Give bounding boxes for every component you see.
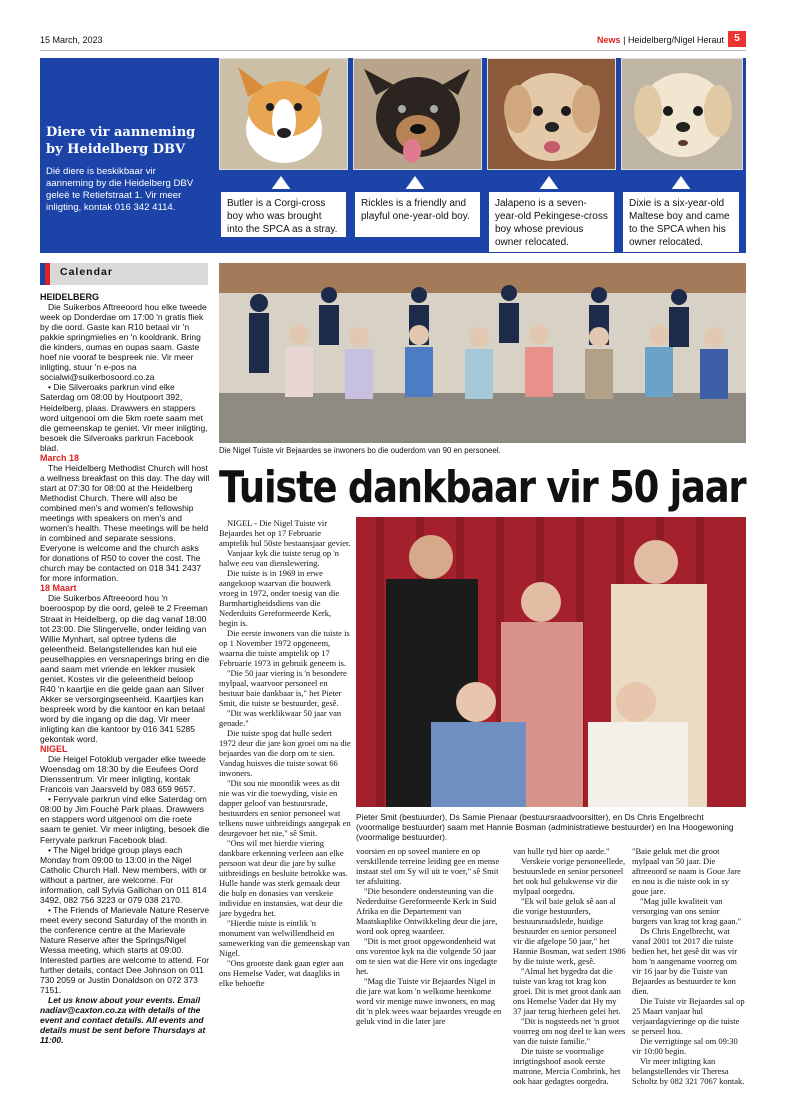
article-paragraph: "Ons grootste dank gaan egter aan ons Hemelse Vader, wat daagliks in elke behoefte	[219, 958, 344, 988]
article-paragraph: "Hierdie tuiste is eintlik 'n monument van welwillendheid en samewerking van die gemeenskap van Nigel.	[219, 918, 350, 958]
listing: Die Suikerbos Aftreeoord hou 'n boeroospop by die oord, geleë te 2 Freeman Straat in Heidelberg, op die dag vanaf 18:00 tot 23:00. Die Slingervelle, onder leiding van Willie Mynhart, sal optree tydens die geleentheid. Belangstellendes kan hul eie peuselhappies en versnaperings bring en die aand saam met vriende en lekker musiek geniet. Kostes vir die geleentheid beloop R40 'n kaartjie en die gelde gaan aan Silver Akker se versorgingseenheid. Kaartjies kan bespreek word by die kantoor en kan betaal word by die ingang op die dag. Vir meer inligting kan die kantoor by 016 341 5285 gekontak word.	[40, 593, 210, 745]
dog-gallery	[209, 58, 746, 253]
article-paragraph: "Ons wil met hierdie viering dankbare erkenning verleen aan elke persoon wat deur die jare by sulke uitbreidings en besluite betrokke was. Hulle hande was sterk gemaak deur die hulp en donasies van verskeie individue en instansies, wat deur die jare bygedra het.	[219, 838, 348, 918]
article-paragraph: "Mag julle kwaliteit van versorging van ons senior burgers van krag tot krag gaan."	[632, 896, 742, 926]
article-paragraph: "Dit is nogsteeds net 'n groot voorreg om nog deel te kan wees van die tuiste familie."	[513, 1016, 626, 1046]
article-column-3	[513, 846, 626, 1086]
article-paragraph: "Dit is met groot opgewondenheid wat ons vorentoe kyk na die volgende 50 jaar om te sien wat die Here vir ons ingedagte het.	[356, 936, 498, 976]
dog-caption-rickles: Rickles is a friendly and playful one-year-old boy.	[355, 189, 480, 237]
spca-title: Diere vir aanneming by Heidelberg DBV	[46, 125, 196, 157]
article-paragraph: Vir meer inligting kan belangstellendes vir Theresa Scholtz by 082 321 7067 kontak.	[632, 1056, 745, 1086]
separator: |	[623, 35, 626, 45]
dog-caption-jalapeno: Jalapeno is a seven-year-old Pekingese-cross boy whose previous owner relocated.	[489, 189, 614, 252]
listing: • The Friends of Marievale Nature Reserve meet every second Saturday of the month in the conference centre at the Marievale Nature Reserve after the Springs/Nigel Wessa meeting, which starts at 09:00. Interested parties are welcome to attend. For further details, contact Dee Johnson on 011 730 2059 or Justin Donaldson on 072 373 7151.	[40, 904, 210, 996]
listing: • Ferryvale parkrun vind elke Saterdag om 08:00 by Jim Fouché Park plaas. Drawwers en stappers word uitgenooi om die roete saam te geniet. Vir meer inligting, besoek die Ferryvale parkrun Facebook blad.	[40, 794, 210, 845]
article-paragraph: "Die 50 jaar viering is 'n besondere mylpaal, waarvoor personeel en bestuur baie dankbaar is," het Pieter Smit, die tuiste se bestuurder, gesê.	[219, 668, 347, 708]
heading-march-18: March 18	[40, 452, 80, 463]
heading-nigel: NIGEL	[40, 744, 68, 755]
article-headline: Tuiste dankbaar vir 50 jaar	[219, 462, 746, 513]
article-column-2	[356, 846, 504, 1026]
calendar-listings	[40, 292, 210, 1046]
listing: • The Nigel bridge group plays each Monday from 09:00 to 13:00 in the Nigel Catholic Church Hall. New members, with or without a partner, are welcome. For information, call Sylvia Gallichan on 011 814 3492, 082 756 3223 or 079 038 2170.	[40, 844, 207, 905]
article-column-1	[219, 518, 351, 988]
article-paragraph: Die verrigtinge sal om 09:30 vir 10:00 begin.	[632, 1036, 738, 1056]
page-number: 5	[728, 31, 746, 47]
spca-adoption-box	[40, 58, 209, 253]
calendar-header-accent	[45, 263, 50, 285]
section-label	[597, 35, 724, 45]
heading-heidelberg: HEIDELBERG	[40, 292, 100, 302]
section-name: News	[597, 35, 621, 45]
caption-pointer	[671, 176, 691, 190]
heading-18-maart: 18 Maart	[40, 583, 77, 594]
group-photo	[219, 263, 746, 443]
article-paragraph: "Dit sou nie moontlik wees as dit nie was vir die toewyding, visie en dapper geloof van bestuursrade, bestuurders en senior personeel wat telkens nuwe uitbreidings aangepak en deurgevoer het nie," sê Smit.	[219, 778, 351, 838]
article-paragraph: "Dit was werklikwaar 50 jaar van genade."	[219, 708, 342, 728]
listing: Die Suikerbos Aftreeoord hou elke tweede week op Donderdae om 17:00 'n gratis fliek by die oord. Gaste kan R10 betaal vir 'n pakkie springmielies en 'n kooldrank. Bring die kinders, oumas en oupas saam. Gaste hoef nie vooraf te bespreek nie. Vir meer inligting, stuur 'n e-pos na socialwi@suikerbosoord.co.za	[40, 302, 207, 383]
article-paragraph: Die Tuiste vir Bejaardes sal op 25 Maart vanjaar hul verjaardagvieringe op die tuiste se perseel hou.	[632, 996, 745, 1036]
article-paragraph: Die tuiste is in 1969 in erwe aangekoop waarvan die bouwerk vroeg in 1972, onder toesig van die Barmhartigheidsdiens van die Nederduits Gereformeerde Kerk, begin is.	[219, 568, 340, 628]
listing: • Die Silveroaks parkrun vind elke Saterdag om 08:00 by Houtpoort 392, Heidelberg, plaas. Drawwers en stappers word uitgenooi om die 5km roete saam met die gemeenskap te geniet. Vir meer inligting, besoek die Silveroaks parkrun Facebook blad.	[40, 382, 208, 453]
listing: Die Heigel Fotoklub vergader elke tweede Woensdag om 18:30 by die Eeufees Oord Dienssentrum. Vir meer inligting, kontak Francois van Jaarsveld by 083 659 9657.	[40, 754, 206, 795]
calendar-footer: Let us know about your events. Email nadiav@caxton.co.za with details of the event and contact details. All events and details must be sent before Thursdays at 11:00.	[40, 995, 206, 1046]
dog-caption-dixie: Dixie is a six-year-old Maltese boy and came to the SPCA when his owner relocated.	[623, 189, 739, 252]
article-paragraph: Die eerste inwoners van die tuiste is op 1 November 1972 opgeneem, waarna die tuiste amptelik op 17 Februarie 1973 in gebruik geneem is.	[219, 628, 350, 668]
caption-pointer	[271, 176, 291, 190]
dog-photo-dixie	[621, 58, 743, 170]
article-paragraph: van hulle tyd hier op aarde."	[513, 846, 610, 856]
header-divider	[40, 50, 746, 51]
article-paragraph: "Ek wil baie geluk sê aan al die vorige bestuurders, bestuursraadslede, huidige bestuurder en senior personeel vir die afgelope 50 jaar," het Hannie Bosman, wat sedert 1986 by die tuiste werk, gesê.	[513, 896, 626, 966]
spca-body: Dié diere is beskikbaar vir aanneming by die Heidelberg DBV geleë te Retiefstraat 1. Vir meer inligting, kontak 016 342 4114.	[46, 166, 194, 213]
article-paragraph: Vanjaar kyk die tuiste terug op 'n halwe eeu van dienslewering.	[219, 548, 340, 568]
calendar-title: Calendar	[60, 266, 113, 278]
article-paragraph: "Die besondere ondersteuning van die Nederduitse Gereformeerde Kerk in Suid Afrika en die Departement van Maatskaplike Ontwikkeling deur die jare, word ook opreg waardeer.	[356, 886, 498, 936]
dog-caption-butler: Butler is a Corgi-cross boy who was brought into the SPCA as a stray.	[221, 189, 346, 237]
article-paragraph: Die tuiste se voormalige inrigtingshoof asook eerste matrone, Mercia Combrink, het ook haar gedagtes oorgedra.	[513, 1046, 621, 1086]
article-column-4	[632, 846, 746, 1086]
article-paragraph: voorsien en op soveel maniere en op verskillende terreine leiding gee en mense instaat stel om Sy wil uit te voer," sê Smit ter afsluiting.	[356, 846, 500, 886]
dog-photo-rickles	[353, 58, 482, 170]
caption-pointer	[539, 176, 559, 190]
article-paragraph: "Baie geluk met die groot mylpaal van 50 jaar. Die aftreeoord se naam is Goue Jare en nou is die tuiste ook in sy goue jare.	[632, 846, 741, 896]
article-paragraph: "Mag die Tuiste vir Bejaardes Nigel in die jare wat kom 'n welkome heenkome word vir menige nuwe inwoners, en mag dit 'n plek wees waar bejaardes vreugde en geluk vind in die later jare	[356, 976, 502, 1026]
staff-photo-caption: Pieter Smit (bestuurder), Ds Samie Pienaar (bestuursraadvoorsitter), en Ds Chris Engelbrecht (voormalige bestuurder) saam met Hannie Bosman (administratiewe bestuurder) en Ina Hoogewoning (voormalige bestuurder).	[356, 812, 734, 842]
publication-name: Heidelberg/Nigel Heraut	[627, 35, 724, 45]
article-paragraph: Ds Chris Engelbrecht, wat vanaf 2001 tot 2017 die tuiste bedien het, het gesê dit was vir hom 'n aangename voorreg om vir 16 jaar by die Tuiste van Bejaardes as bestuurder te kon dien.	[632, 926, 738, 996]
article-paragraph: Die tuiste spog dat hulle sedert 1972 deur die jare kon groei om na die bejaardes van die dorp om te sien. Vandag huisves die tuiste sowat 66 inwoners.	[219, 728, 351, 778]
group-photo-caption: Die Nigel Tuiste vir Bejaardes se inwoners bo die ouderdom van 90 en personeel.	[219, 446, 501, 455]
article-paragraph: Verskeie vorige personeellede, bestuurslede en senior personeel het ook hul gelukwense vir die mylpaal oorgedra.	[513, 856, 626, 896]
staff-photo	[356, 517, 746, 807]
dog-photo-butler	[219, 58, 348, 170]
dog-photo-jalapeno	[487, 58, 616, 170]
listing: The Heidelberg Methodist Church will host a wellness breakfast on this day. The day will start at 07:30 for 08:00 at the Heidelberg Methodist Church. There will also be combined men's and women's fellowship meetings with speakers on men's and women's health. These meetings will be held in combined and separate sessions. Everyone is welcome and the church asks for donations of R50 to cover the cost. The church may be contacted on 018 341 2437 for more information.	[40, 462, 210, 584]
article-paragraph: NIGEL - Die Nigel Tuiste vir Bejaardes het op 17 Februarie amptelik hul 50ste bestaansjaar gevier.	[219, 518, 351, 548]
article-paragraph: "Almal het bygedra dat die tuiste van krag tot krag kon groei. Dit is met groot dank aan ons Hemelse Vader dat Hy my 37 jaar terug hierheen gelei het.	[513, 966, 621, 1016]
caption-pointer	[405, 176, 425, 190]
issue-date: 15 March, 2023	[40, 35, 103, 45]
